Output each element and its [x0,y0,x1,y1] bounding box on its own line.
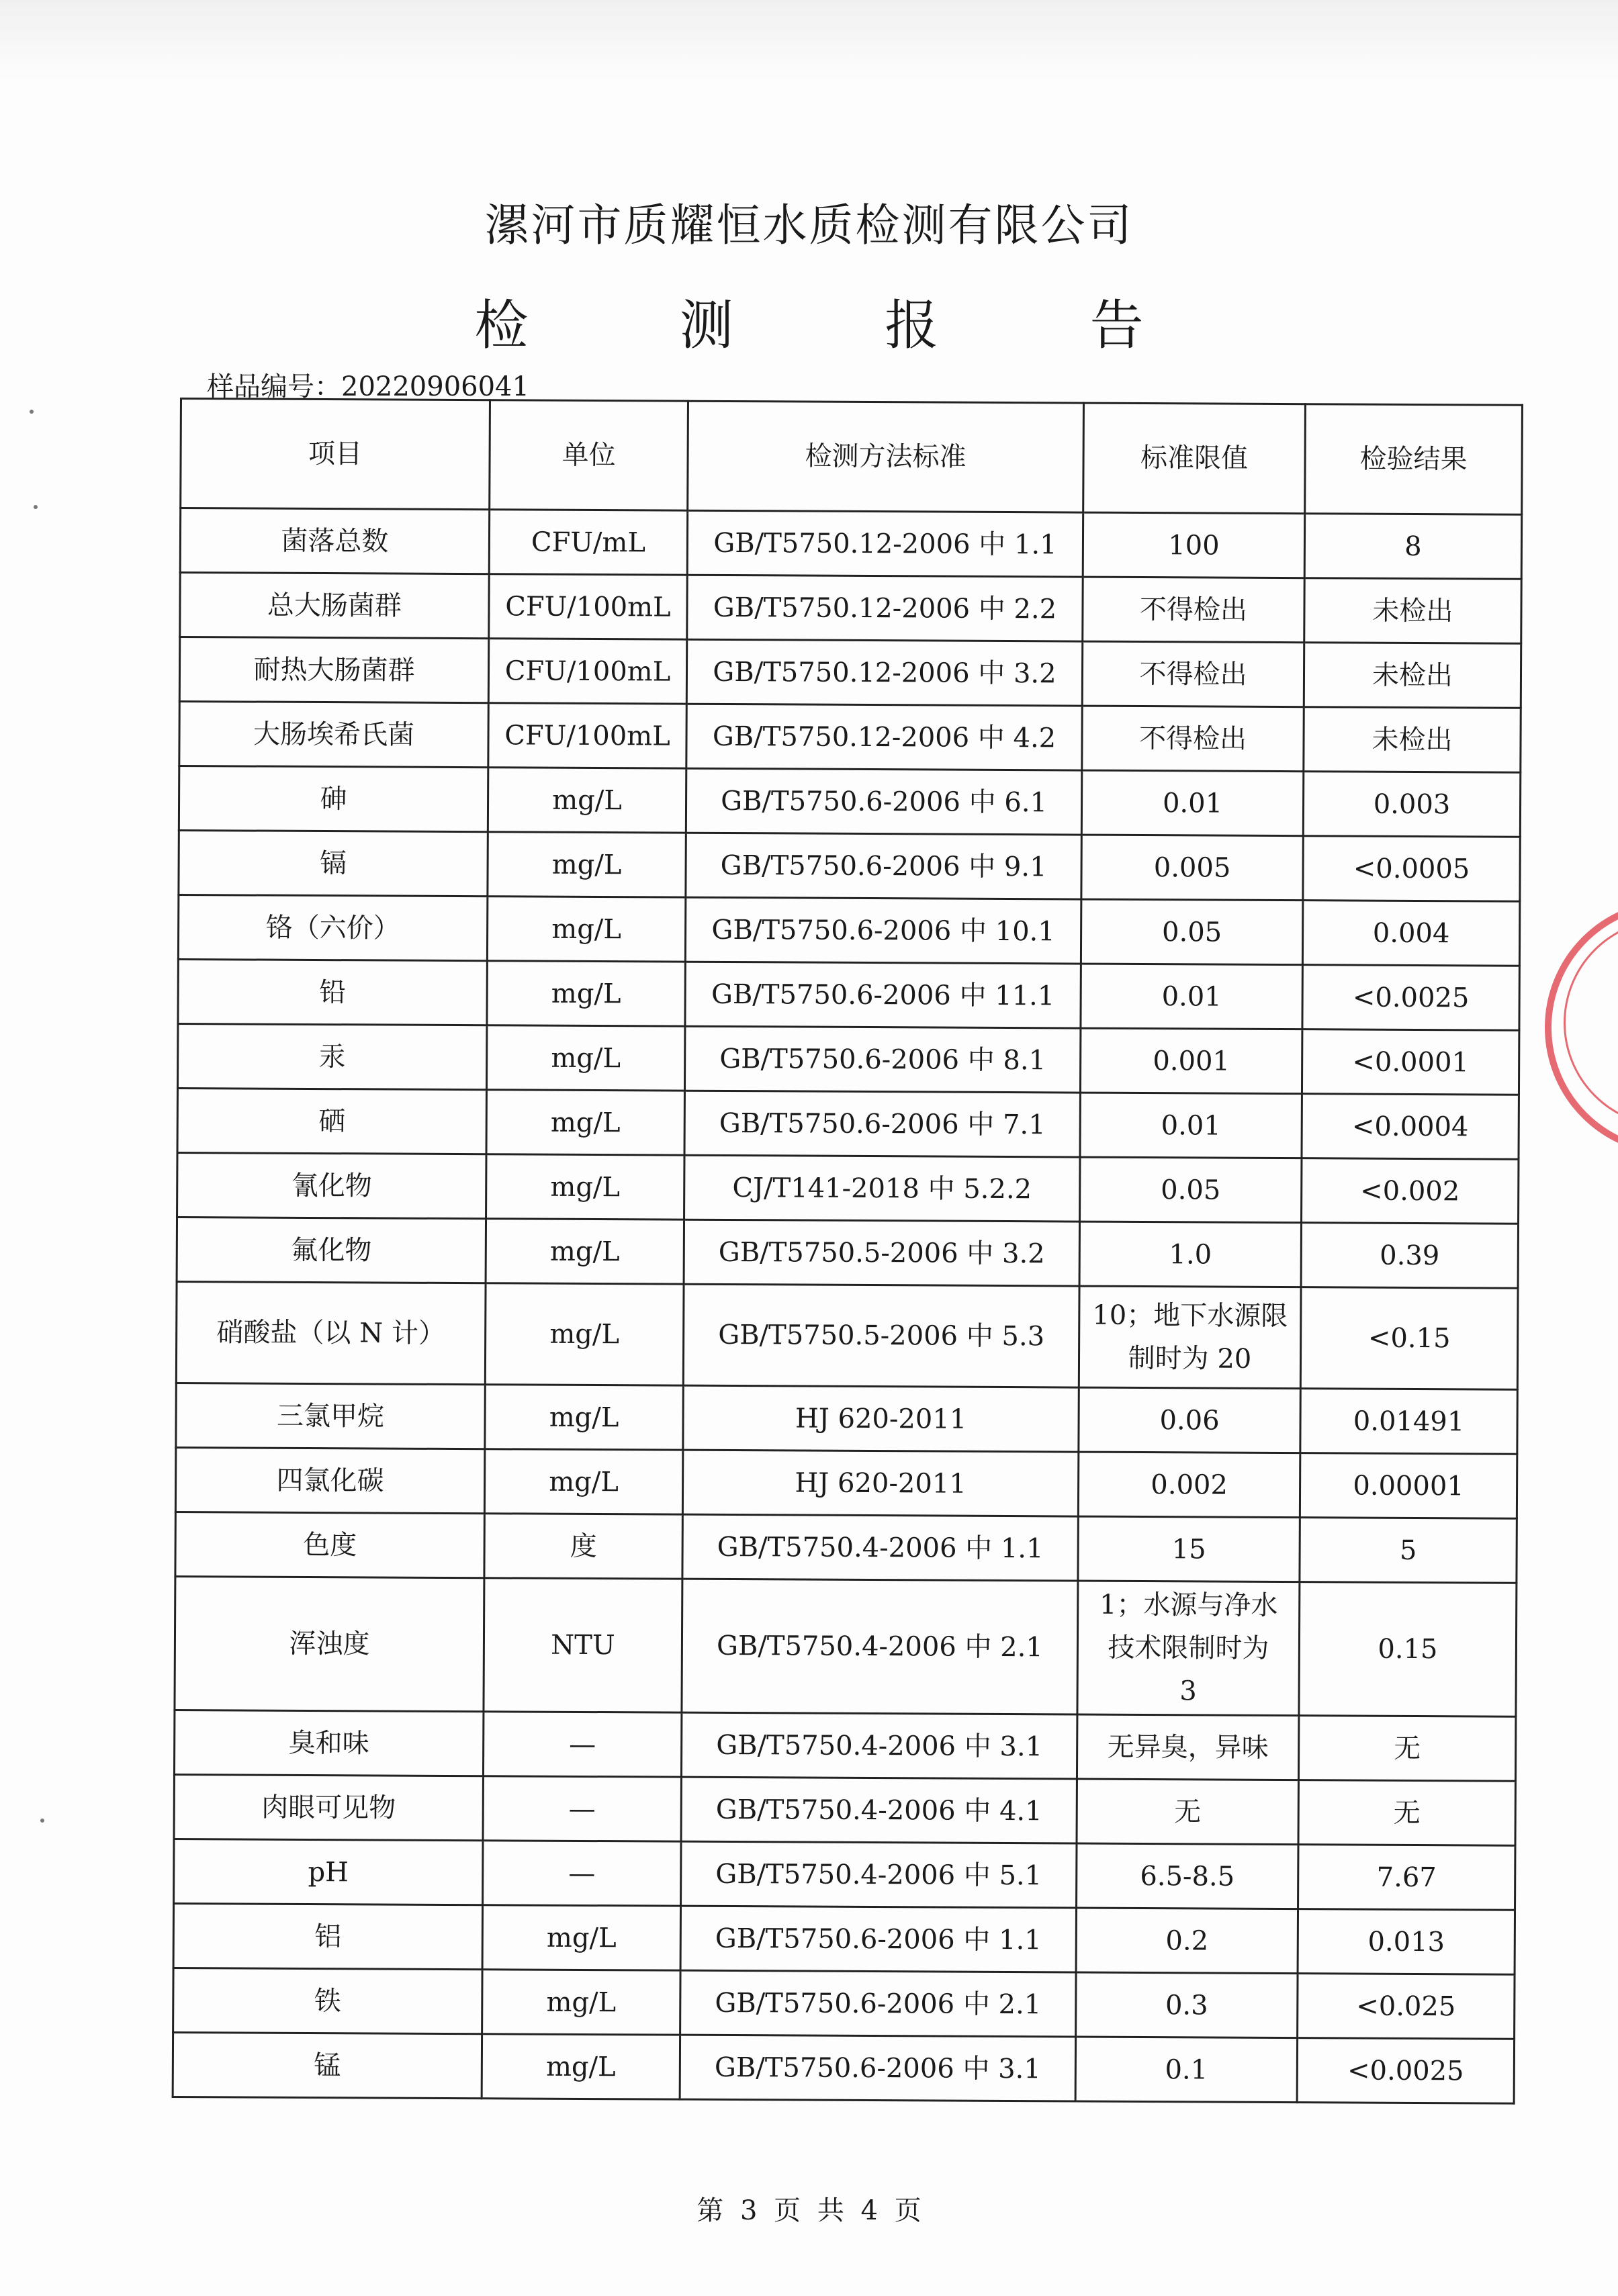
cell-limit: 不得检出 [1082,706,1304,772]
table-row [173,1903,1515,1974]
cell-item: 氟化物 [177,1217,486,1283]
cell-limit: 0.2 [1076,1908,1298,1974]
cell-item: 肉眼可见物 [174,1774,483,1840]
cell-result: <0.0001 [1302,1029,1519,1095]
cell-item: 砷 [179,766,488,832]
cell-result: 无 [1298,1716,1515,1782]
cell-limit-line: 10；地下水源限 [1092,1299,1288,1332]
page-number: 第 3 页 共 4 页 [696,2195,922,2226]
cell-method: GB/T5750.5-2006 中 3.2 [684,1220,1079,1286]
cell-limit-line: 制时为 20 [1128,1342,1252,1375]
table-row [177,1088,1519,1159]
table-row [175,1512,1517,1583]
table-row [179,830,1520,901]
table-row [175,1447,1517,1518]
cell-item: 铁 [173,1968,482,2033]
cell-limit: 不得检出 [1082,641,1304,707]
cell-limit: 0.06 [1079,1387,1300,1453]
cell-method: GB/T5750.4-2006 中 2.1 [682,1579,1078,1714]
cell-limit: 无 [1077,1779,1298,1845]
cell-unit: mg/L [487,897,685,962]
cell-result: 0.013 [1298,1909,1515,1975]
cell-result: 0.15 [1299,1582,1517,1717]
cell-method: GB/T5750.6-2006 中 8.1 [684,1026,1080,1093]
cell-item: 镉 [179,830,488,896]
header-item: 项目 [181,399,490,510]
table-row [176,1281,1518,1389]
cell-limit: 6.5-8.5 [1077,1843,1298,1909]
cell-method: GB/T5750.6-2006 中 6.1 [686,768,1081,835]
cell-method: GB/T5750.6-2006 中 10.1 [685,897,1081,964]
cell-result: <0.15 [1300,1287,1518,1390]
table-row [174,1710,1515,1781]
cell-unit: mg/L [486,1154,684,1220]
cell-limit: 15 [1078,1516,1300,1582]
cell-result: 7.67 [1298,1845,1515,1911]
table-row [173,1968,1515,2039]
cell-result: 5 [1300,1518,1517,1583]
report-table [172,398,1523,2105]
cell-method: GB/T5750.4-2006 中 4.1 [681,1777,1077,1843]
cell-method: GB/T5750.4-2006 中 3.1 [681,1712,1077,1779]
cell-limit-line: 技术限制时为 [1108,1632,1269,1664]
cell-unit: mg/L [486,1090,684,1155]
cell-unit: CFU/mL [489,510,687,575]
table-row [175,1576,1517,1716]
table-row [179,702,1521,773]
header-method: 检测方法标准 [688,401,1084,512]
cell-result: 0.01491 [1300,1389,1517,1455]
cell-limit: 1.0 [1079,1222,1301,1287]
cell-limit: 无异臭，异味 [1077,1714,1298,1780]
red-seal-stamp [1545,900,1618,1155]
cell-unit: mg/L [487,961,685,1026]
cell-result: 0.00001 [1300,1453,1517,1519]
cell-unit: mg/L [485,1385,683,1450]
cell-item: 硒 [177,1088,486,1154]
cell-result: 0.39 [1301,1223,1518,1289]
cell-result: 未检出 [1304,578,1521,644]
cell-method: HJ 620-2011 [683,1385,1079,1452]
cell-unit: mg/L [482,2034,680,2099]
table-row [177,1023,1519,1095]
cell-item: 汞 [177,1023,486,1089]
cell-limit: 0.05 [1080,1157,1302,1223]
cell-unit: NTU [484,1578,682,1712]
header-result: 检验结果 [1305,404,1523,515]
cell-item: 氰化物 [177,1152,486,1218]
cell-unit: mg/L [486,1025,684,1091]
table-row [178,894,1519,966]
cell-limit: 0.005 [1081,835,1303,901]
header-unit: 单位 [490,400,688,510]
cell-limit: 0.01 [1080,1093,1302,1158]
cell-limit: 0.01 [1081,770,1303,836]
cell-item: 总大肠菌群 [180,573,489,639]
table-row [174,1839,1515,1910]
cell-item: 四氯化碳 [175,1447,484,1513]
cell-method: GB/T5750.4-2006 中 1.1 [682,1514,1078,1581]
cell-item: 浑浊度 [175,1576,484,1711]
cell-item: 菌落总数 [180,508,489,574]
table-row [179,766,1520,837]
cell-result: 无 [1298,1780,1515,1846]
cell-result: 未检出 [1304,643,1521,708]
cell-method: GB/T5750.4-2006 中 5.1 [681,1841,1077,1908]
scan-speck [34,505,38,509]
scan-top-shade [0,0,1618,81]
table-row [180,508,1521,580]
table-row [177,1217,1518,1288]
cell-method: GB/T5750.5-2006 中 5.3 [683,1284,1079,1387]
cell-item: 色度 [175,1512,484,1577]
cell-unit: CFU/100mL [489,574,687,639]
table-row [177,1152,1519,1224]
cell-unit: mg/L [486,1219,684,1284]
cell-unit: — [483,1841,681,1906]
cell-unit: mg/L [485,1283,684,1385]
cell-unit: CFU/100mL [488,703,686,768]
cell-item: 铬（六价） [178,894,487,960]
cell-unit: mg/L [488,768,686,833]
cell-limit: 0.01 [1081,964,1302,1029]
cell-method: GB/T5750.12-2006 中 3.2 [686,639,1082,706]
cell-unit: mg/L [488,832,686,897]
cell-unit: mg/L [482,1905,680,1970]
cell-limit [1077,1581,1300,1716]
scan-speck [40,1819,44,1823]
cell-item: 硝酸盐（以 N 计） [176,1281,486,1384]
cell-item: 铝 [173,1903,482,1969]
cell-limit: 0.001 [1080,1028,1302,1094]
table-row [179,637,1521,708]
cell-unit: — [483,1712,681,1777]
table-header-row [181,399,1523,515]
cell-limit: 0.3 [1076,1972,1298,2038]
cell-method: CJ/T141-2018 中 5.2.2 [684,1155,1080,1222]
cell-method: GB/T5750.6-2006 中 3.1 [680,2035,1075,2101]
header-limit: 标准限值 [1083,403,1306,514]
cell-method: GB/T5750.6-2006 中 1.1 [680,1906,1076,1972]
cell-limit: 0.1 [1075,2037,1297,2103]
cell-limit: 100 [1083,512,1304,578]
cell-unit: — [483,1776,681,1841]
cell-result: 0.004 [1302,901,1519,966]
company-name: 漯河市质耀恒水质检测有限公司 [484,199,1134,251]
cell-method: HJ 620-2011 [682,1450,1078,1516]
report-title: 检 测 报 告 [474,294,1211,357]
scan-speck [30,410,34,414]
cell-limit: 0.05 [1081,899,1302,965]
cell-method: GB/T5750.6-2006 中 2.1 [680,1970,1076,2037]
cell-result: <0.0025 [1302,965,1519,1031]
cell-method: GB/T5750.6-2006 中 9.1 [686,833,1081,899]
cell-method: GB/T5750.6-2006 中 7.1 [684,1091,1080,1157]
seal-inner-ring [1564,919,1618,1127]
cell-method: GB/T5750.12-2006 中 2.2 [687,575,1083,641]
cell-limit [1079,1286,1301,1389]
cell-result: 8 [1304,514,1521,580]
cell-result: <0.025 [1298,1974,1515,2039]
cell-item: 三氯甲烷 [176,1383,485,1449]
cell-method: GB/T5750.6-2006 中 11.1 [685,962,1081,1028]
cell-limit-line: 1；水源与净水 [1099,1589,1278,1622]
cell-limit: 0.002 [1078,1452,1300,1518]
cell-result: <0.0004 [1302,1094,1519,1160]
table-row [176,1383,1517,1454]
cell-item: pH [174,1839,483,1904]
sample-number: 样品编号：20220906041 [207,371,529,402]
cell-item: 大肠埃希氏菌 [179,702,488,768]
cell-result: <0.0005 [1303,836,1520,902]
cell-unit: CFU/100mL [488,639,686,704]
table-row [180,573,1521,644]
cell-limit-line: 3 [1179,1675,1197,1707]
table-row [178,959,1519,1030]
cell-item: 耐热大肠菌群 [179,637,488,703]
cell-result: <0.0025 [1297,2038,1514,2104]
cell-result: 未检出 [1304,707,1521,773]
cell-item: 锰 [173,2032,482,2098]
cell-unit: mg/L [484,1449,682,1514]
table-row [173,2032,1514,2103]
cell-limit: 不得检出 [1083,577,1304,643]
table-row [174,1774,1515,1845]
cell-result: 0.003 [1303,772,1520,837]
cell-item: 臭和味 [174,1710,483,1776]
cell-item: 铅 [178,959,487,1025]
table-body [173,508,1522,2104]
cell-unit: mg/L [482,1970,680,2035]
cell-unit: 度 [484,1514,682,1579]
cell-method: GB/T5750.12-2006 中 4.2 [686,704,1082,770]
cell-result: <0.002 [1302,1158,1519,1224]
cell-method: GB/T5750.12-2006 中 1.1 [687,510,1083,577]
